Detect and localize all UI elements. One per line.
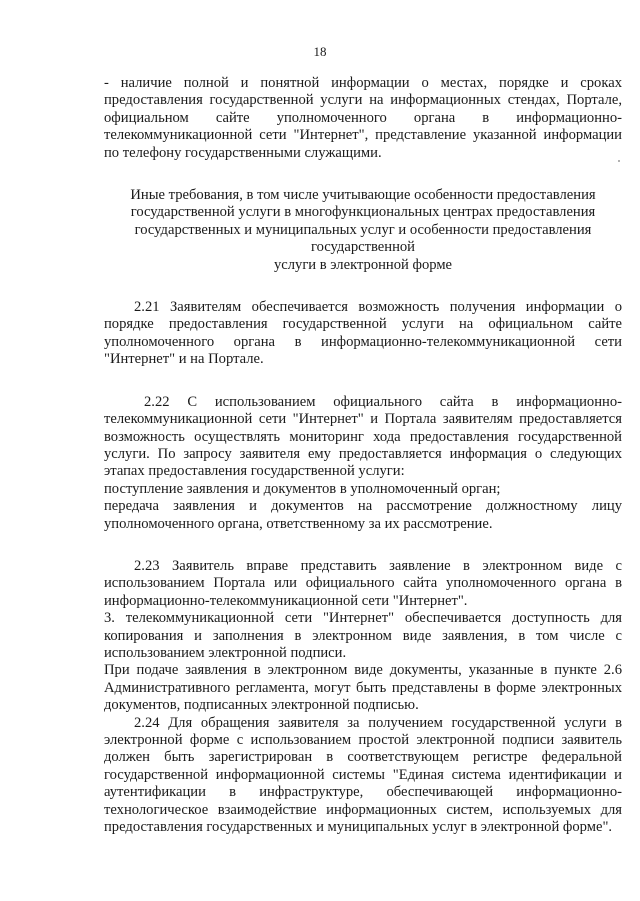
section-heading-line2: услуги в электронной форме — [273, 256, 453, 273]
paragraph-2-22-stage-transfer: передача заявления и документов на рассмотрение должностному лицу уполномоченного органа, ответственному за их рассмотрение. — [104, 498, 622, 532]
paragraph-electronic-submission: При подаче заявления в электронном виде документы, указанные в пункте 2.6 Административного регламента, могут быть представлены в форме электронных документов, подписанных электронной подписью. — [104, 662, 622, 714]
paragraph-2-24: 2.24 Для обращения заявителя за получением государственной услуги в электронной форме с использованием простой электронной подписи заявитель должен быть зарегистрирован в соответствующем регистре федеральной государственной информационной системы "Единая система идентификации и аутентификации в инфраструктуре, обеспечивающей информационно-технологическое взаимодействие информационных систем, используемых для предоставления государственных и муниципальных услуг в электронной форме". — [104, 714, 622, 836]
page-body — [104, 75, 622, 836]
paragraph-information-availability: - наличие полной и понятной информации о местах, порядке и сроках предоставления государственной услуги на информационных стендах, Портале, официальном сайте уполномоченного органа в информационно-телекоммуникационной сети "Интернет", представление указанной информации по телефону государственными служащими. — [104, 75, 622, 161]
section-heading-line1: Иные требования, в том числе учитывающие особенности предоставления государственной услуги в многофункциональных центрах предоставления государственных и муниципальных услуг и особенности предоставления государственной — [130, 187, 596, 256]
paragraph-2-22-stage-receipt: поступление заявления и документов в уполномоченный орган; — [104, 480, 501, 497]
paragraph-2-21: 2.21 Заявителям обеспечивается возможность получения информации о порядке предоставления государственной услуги на официальном сайте уполномоченного органа в информационно-телекоммуникационной сети "Интернет" и на Портале. — [104, 299, 622, 368]
page-number: 18 — [313, 44, 327, 59]
section-heading — [104, 187, 622, 274]
paragraph-2-23: 2.23 Заявитель вправе представить заявление в электронном виде с использованием Портала или официального сайта уполномоченного органа в информационно-телекоммуникационной сети "Интернет". — [104, 557, 622, 609]
paragraph-2-22: 2.22 С использованием официального сайта в информационно-телекоммуникационной сети "Интернет" и Портала заявителям предоставляется возможность осуществлять мониторинг хода предоставления государственной услуги. По запросу заявителя ему предоставляется информация о следующих этапах предоставления государственной услуги: — [104, 393, 622, 480]
paragraph-3: 3. телекоммуникационной сети "Интернет" обеспечивается доступность для копирования и заполнения в электронном виде заявления, в том числе с использованием электронной подписи. — [104, 610, 622, 661]
